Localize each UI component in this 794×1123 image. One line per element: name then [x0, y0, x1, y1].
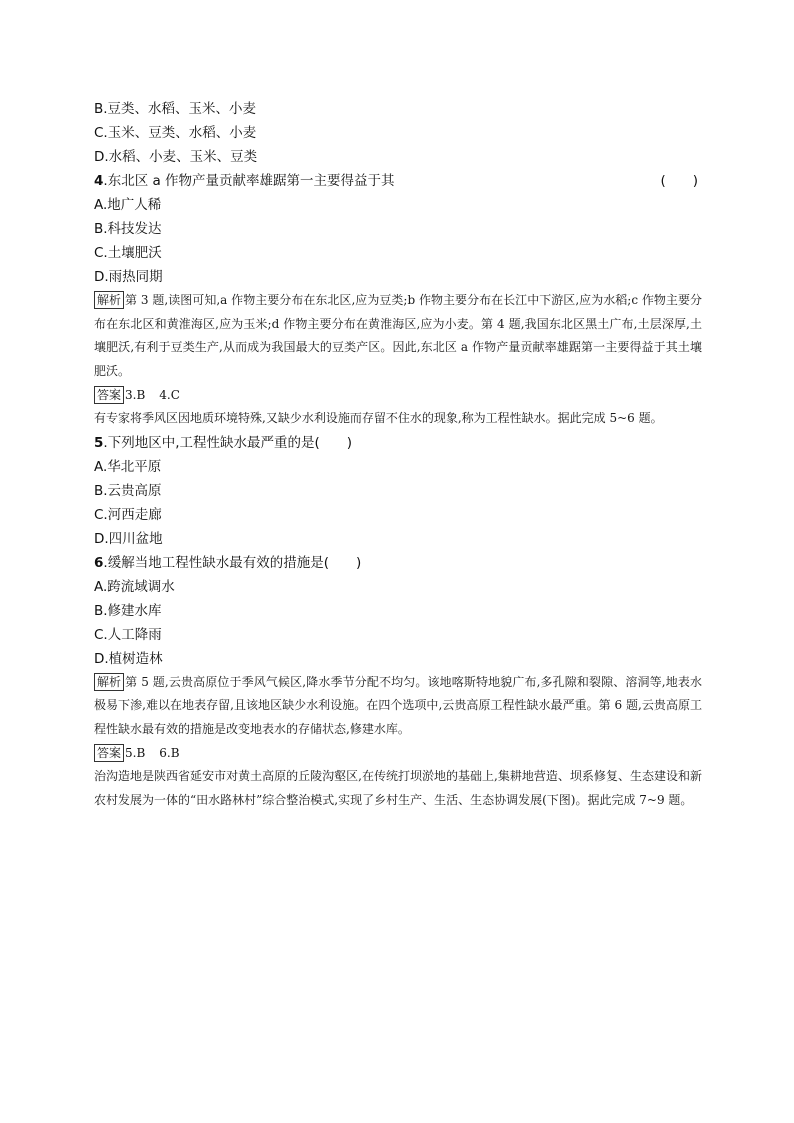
- option-4a: A.地广人稀: [94, 197, 162, 213]
- analysis-3-4: 解析 第 3 题,读图可知,a 作物主要分布在东北区,应为豆类;b 作物主要分布在长江中下游区,应为水稻;c 作物主要分布在东北区和黄淮海区,应为玉米;d 作物主要分布在黄淮海区,应为小麦。第 4 题,我国东北区黑土广布,土层深厚,土壤肥沃,有利于豆类生产,从而成为我国最大的豆类产区。因此,东北区 a 作物产量贡献率雄踞第一主要得益于其土壤肥沃。: [94, 293, 702, 378]
- option-4d: D.雨热同期: [94, 269, 163, 285]
- answer-3-4: 答案 3.B 4.C: [94, 383, 702, 407]
- answer-bracket: ( ): [660, 173, 698, 189]
- answer-5-6: 答案 5.B 6.B: [94, 741, 702, 765]
- intro-7-9: 治沟造地是陕西省延安市对黄土高原的丘陵沟壑区,在传统打坝淤地的基础上,集耕地营造、坝系修复、生态建设和新农村发展为一体的“田水路林村”综合整治模式,实现了乡村生产、生活、生态协调发展(下图)。据此完成 7~9 题。: [94, 769, 702, 807]
- question-5: 5.下列地区中,工程性缺水最严重的是( ): [94, 434, 353, 451]
- option-6b: B.修建水库: [94, 602, 162, 619]
- option-4c: C.土壤肥沃: [94, 245, 162, 261]
- question-4-stem: 4.东北区 a 作物产量贡献率雄踞第一主要得益于其: [94, 173, 395, 189]
- question-5-number: 5: [94, 434, 104, 451]
- analysis-tag: 解析: [94, 291, 124, 309]
- analysis-5-6: 解析 第 5 题,云贵高原位于季风气候区,降水季节分配不均匀。该地喀斯特地貌广布,多孔隙和裂隙、溶洞等,地表水极易下渗,难以在地表存留,且该地区缺少水利设施。在四个选项中,云贵高原工程性缺水最严重。第 6 题,云贵高原工程性缺水最有效的措施是改变地表水的存储状态,修建水库。: [94, 674, 702, 736]
- option-5d: D.四川盆地: [94, 530, 163, 547]
- option-5c: C.河西走廊: [94, 506, 162, 523]
- question-4: [94, 169, 702, 193]
- intro-5-6: 有专家将季风区因地质环境特殊,又缺少水利设施而存留不住水的现象,称为工程性缺水。据此完成 5~6 题。: [94, 411, 663, 425]
- option-3d: D.水稻、小麦、玉米、豆类: [94, 149, 258, 165]
- option-5a: A.华北平原: [94, 458, 162, 475]
- option-6a: A.跨流域调水: [94, 578, 175, 595]
- answer-tag: 答案: [94, 744, 124, 762]
- analysis-tag: 解析: [94, 673, 124, 691]
- option-5b: B.云贵高原: [94, 482, 162, 499]
- option-6c: C.人工降雨: [94, 626, 162, 643]
- option-4b: B.科技发达: [94, 221, 162, 237]
- option-6d: D.植树造林: [94, 650, 163, 667]
- option-3b: B.豆类、水稻、玉米、小麦: [94, 101, 257, 117]
- document-page: [94, 97, 702, 812]
- answer-tag: 答案: [94, 386, 124, 404]
- question-6: 6.缓解当地工程性缺水最有效的措施是( ): [94, 554, 362, 571]
- question-6-number: 6: [94, 554, 104, 571]
- option-3c: C.玉米、豆类、水稻、小麦: [94, 125, 257, 141]
- question-4-number: 4: [94, 173, 104, 189]
